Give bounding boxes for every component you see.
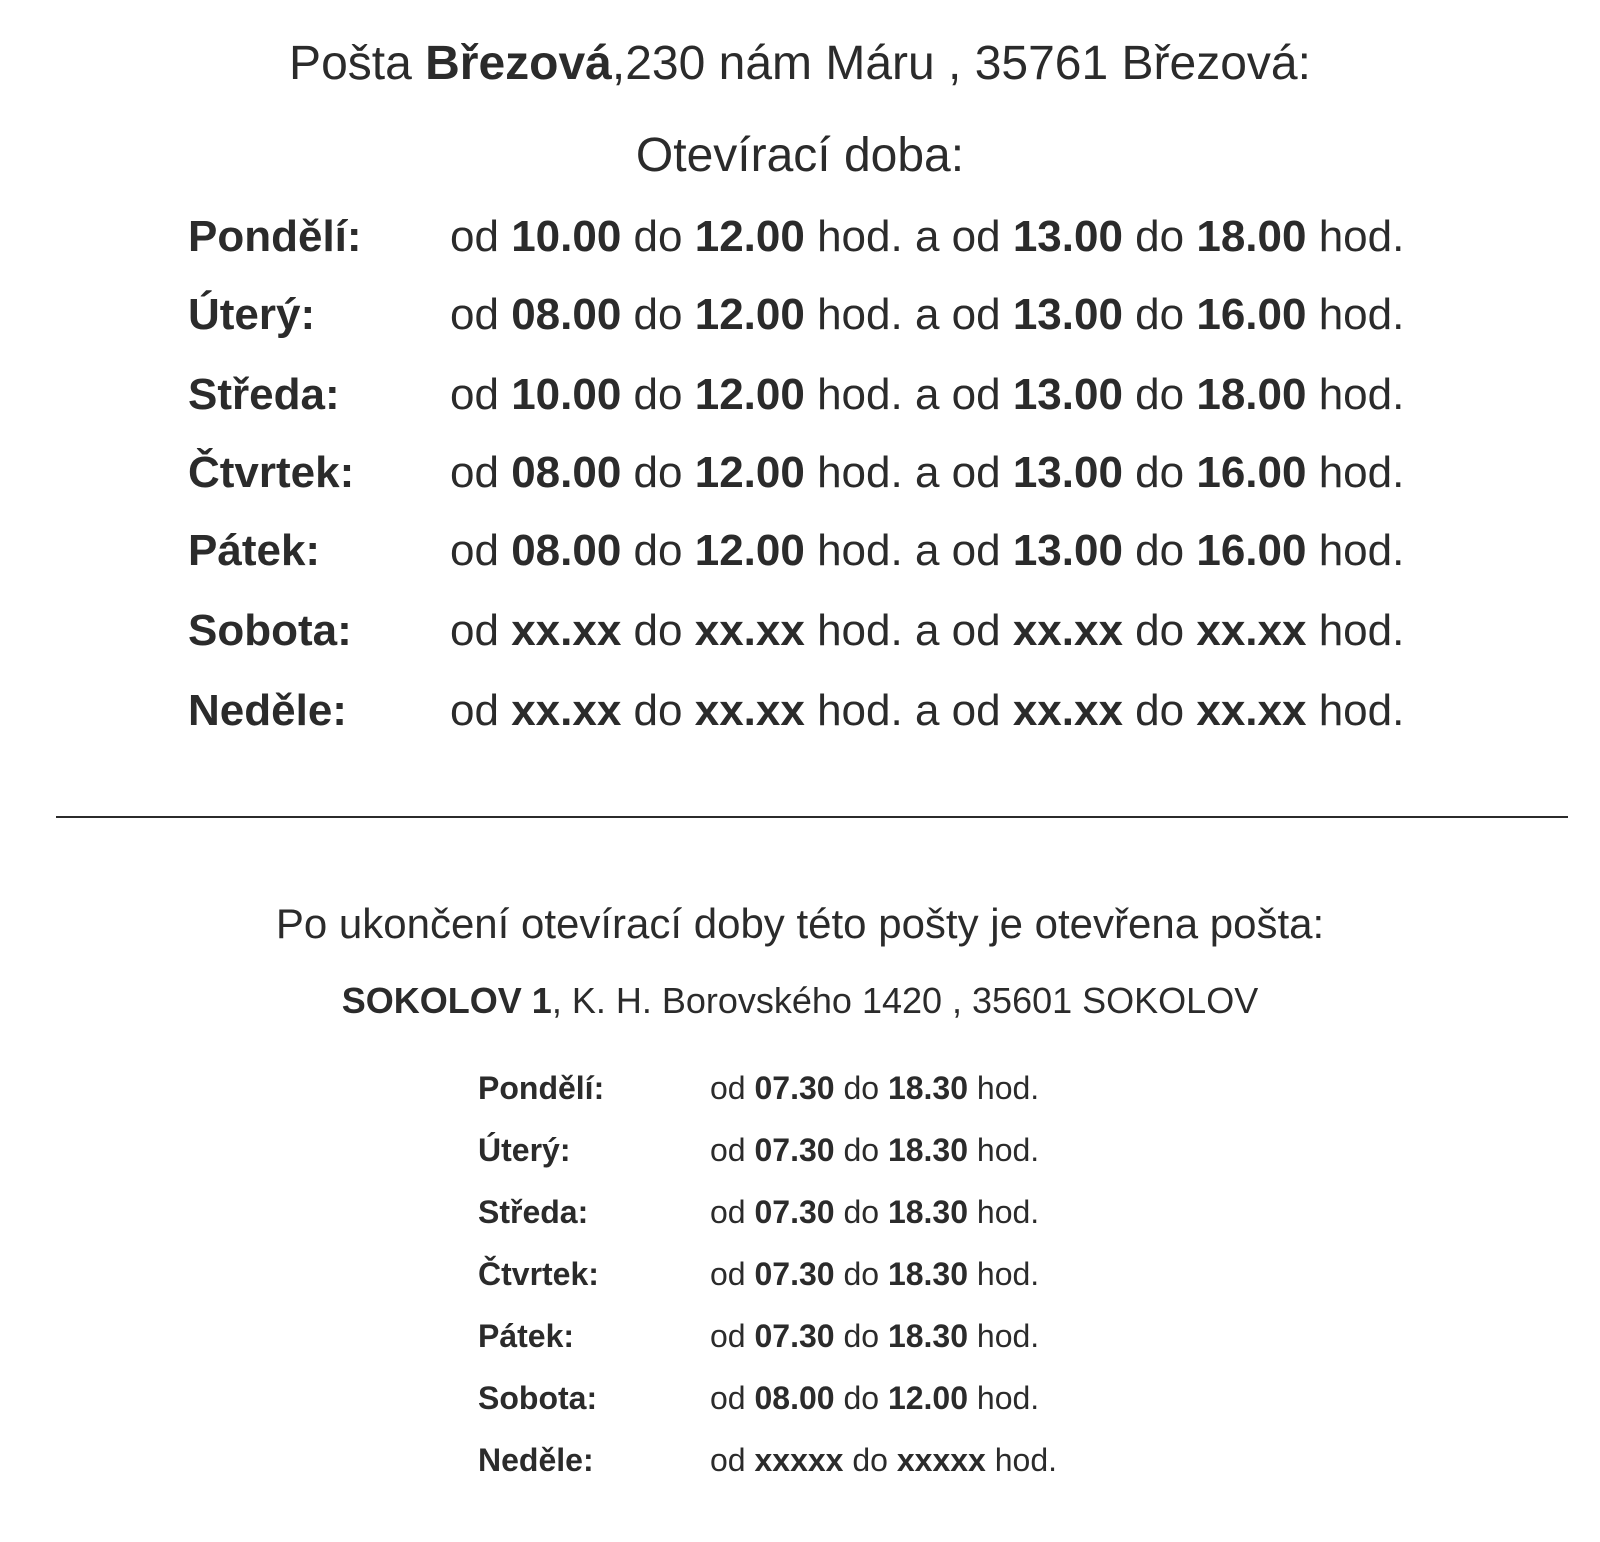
time-value: 13.00 (1012, 290, 1123, 339)
day-label: Středa: (478, 1194, 589, 1230)
word: do (633, 686, 683, 735)
time-value: xx.xx (511, 606, 622, 655)
divider (56, 816, 1568, 818)
word: do (852, 1442, 888, 1478)
word: do (1135, 448, 1185, 497)
word: do (633, 606, 683, 655)
time-value: 12.00 (694, 526, 805, 575)
day-label: Sobota: (188, 606, 352, 655)
word: od (710, 1194, 746, 1230)
time-value: 08.00 (511, 526, 622, 575)
word: hod. (817, 290, 903, 339)
second-office (0, 980, 1600, 1022)
word: a od (914, 212, 1001, 261)
word: do (843, 1380, 880, 1416)
time-value: xx.xx (694, 606, 805, 655)
second-office-address: , K. H. Borovského 1420 , 35601 SOKOLOV (551, 980, 1259, 1021)
word: hod. (976, 1256, 1040, 1292)
hours-text (710, 1380, 1039, 1417)
day-label: Neděle: (478, 1442, 594, 1478)
time-value: 18.30 (887, 1194, 969, 1230)
second-office-name: SOKOLOV 1 (341, 980, 552, 1021)
time-value: xxxxx (896, 1442, 986, 1478)
word: hod. (976, 1318, 1040, 1354)
after-hours-note: Po ukončení otevírací doby této pošty je otevřena pošta: (275, 900, 1325, 947)
time-value: 12.00 (694, 290, 805, 339)
hours-text (710, 1256, 1039, 1293)
word: hod. (817, 212, 903, 261)
word: hod. (976, 1070, 1040, 1106)
word: do (1135, 290, 1185, 339)
word: hod. (817, 370, 903, 419)
word: od (450, 370, 499, 419)
hours-text (450, 290, 1404, 340)
office-heading (0, 36, 1600, 91)
time-value: 13.00 (1012, 212, 1123, 261)
word: a od (914, 290, 1001, 339)
time-value: 18.30 (887, 1256, 969, 1292)
time-value: xxxxx (754, 1442, 844, 1478)
day-label: Úterý: (188, 290, 316, 339)
word: do (633, 448, 683, 497)
time-value: 07.30 (754, 1070, 835, 1106)
day-label: Sobota: (478, 1380, 598, 1416)
day-label: Středa: (188, 370, 340, 419)
word: do (633, 290, 683, 339)
word: hod. (1318, 370, 1405, 419)
word: hod. (1318, 686, 1405, 735)
day-label: Pátek: (188, 526, 321, 575)
word: do (843, 1318, 880, 1354)
word: od (710, 1318, 746, 1354)
time-value: 18.30 (887, 1318, 969, 1354)
time-value: 12.00 (694, 370, 805, 419)
day-label: Pondělí: (478, 1070, 605, 1106)
word: od (710, 1380, 746, 1416)
hours-text (450, 448, 1404, 498)
time-value: xx.xx (511, 686, 622, 735)
word: hod. (976, 1194, 1040, 1230)
word: hod. (1318, 606, 1405, 655)
word: hod. (976, 1380, 1040, 1416)
word: hod. (817, 526, 903, 575)
time-value: 18.30 (887, 1132, 969, 1168)
day-label: Úterý: (478, 1132, 571, 1168)
word: od (450, 212, 499, 261)
word: od (450, 526, 499, 575)
word: do (1135, 370, 1185, 419)
hours-text (710, 1070, 1039, 1107)
word: a od (914, 526, 1001, 575)
word: od (710, 1256, 746, 1292)
word: a od (914, 606, 1001, 655)
day-label: Neděle: (188, 686, 347, 735)
word: hod. (994, 1442, 1057, 1478)
word: hod. (1318, 290, 1405, 339)
word: hod. (1318, 212, 1405, 261)
time-value: 16.00 (1196, 290, 1307, 339)
time-value: xx.xx (694, 686, 805, 735)
hours-text (710, 1442, 1057, 1479)
office-name: Březová (425, 37, 612, 90)
time-value: 07.30 (754, 1318, 835, 1354)
word: hod. (976, 1132, 1040, 1168)
time-value: 07.30 (754, 1194, 835, 1230)
word: a od (914, 370, 1001, 419)
time-value: 10.00 (511, 370, 622, 419)
word: do (1135, 606, 1185, 655)
hours-text (710, 1318, 1039, 1355)
time-value: 12.00 (694, 212, 805, 261)
word: hod. (817, 606, 903, 655)
word: od (450, 290, 499, 339)
time-value: 07.30 (754, 1256, 835, 1292)
time-value: 18.00 (1196, 212, 1307, 261)
word: od (450, 606, 499, 655)
word: do (1135, 212, 1185, 261)
time-value: 12.00 (887, 1380, 969, 1416)
word: do (633, 370, 683, 419)
time-value: 12.00 (694, 448, 805, 497)
word: hod. (1318, 448, 1405, 497)
hours-text (450, 606, 1404, 656)
word: hod. (817, 686, 903, 735)
time-value: 18.30 (887, 1070, 969, 1106)
hours-text (710, 1194, 1039, 1231)
opening-hours-title: Otevírací doba: (635, 129, 965, 182)
office-address: ,230 nám Máru , 35761 Březová: (611, 37, 1311, 90)
time-value: xx.xx (1196, 606, 1307, 655)
time-value: 08.00 (754, 1380, 835, 1416)
word: od (710, 1070, 746, 1106)
word: a od (914, 448, 1001, 497)
day-label: Pondělí: (188, 212, 362, 261)
hours-text (710, 1132, 1039, 1169)
word: od (710, 1442, 746, 1478)
word: do (1135, 526, 1185, 575)
time-value: xx.xx (1012, 606, 1123, 655)
time-value: 13.00 (1012, 370, 1123, 419)
day-label: Čtvrtek: (188, 448, 355, 497)
day-label: Čtvrtek: (478, 1256, 599, 1292)
word: od (710, 1132, 746, 1168)
word: hod. (817, 448, 903, 497)
time-value: 18.00 (1196, 370, 1307, 419)
time-value: xx.xx (1196, 686, 1307, 735)
time-value: 13.00 (1012, 526, 1123, 575)
word: od (450, 686, 499, 735)
word: do (633, 212, 683, 261)
word: do (633, 526, 683, 575)
word: do (1135, 686, 1185, 735)
word: a od (914, 686, 1001, 735)
time-value: 08.00 (511, 448, 622, 497)
word: do (843, 1256, 880, 1292)
time-value: 10.00 (511, 212, 622, 261)
hours-text (450, 370, 1404, 420)
hours-text (450, 686, 1404, 736)
word: do (843, 1132, 880, 1168)
time-value: xx.xx (1012, 686, 1123, 735)
word: do (843, 1194, 880, 1230)
word: od (450, 448, 499, 497)
time-value: 08.00 (511, 290, 622, 339)
word: hod. (1318, 526, 1405, 575)
word: do (843, 1070, 880, 1106)
hours-text (450, 526, 1404, 576)
heading-prefix: Pošta (289, 37, 426, 90)
time-value: 07.30 (754, 1132, 835, 1168)
time-value: 16.00 (1196, 526, 1307, 575)
time-value: 13.00 (1012, 448, 1123, 497)
day-label: Pátek: (478, 1318, 575, 1354)
hours-text (450, 212, 1404, 262)
time-value: 16.00 (1196, 448, 1307, 497)
